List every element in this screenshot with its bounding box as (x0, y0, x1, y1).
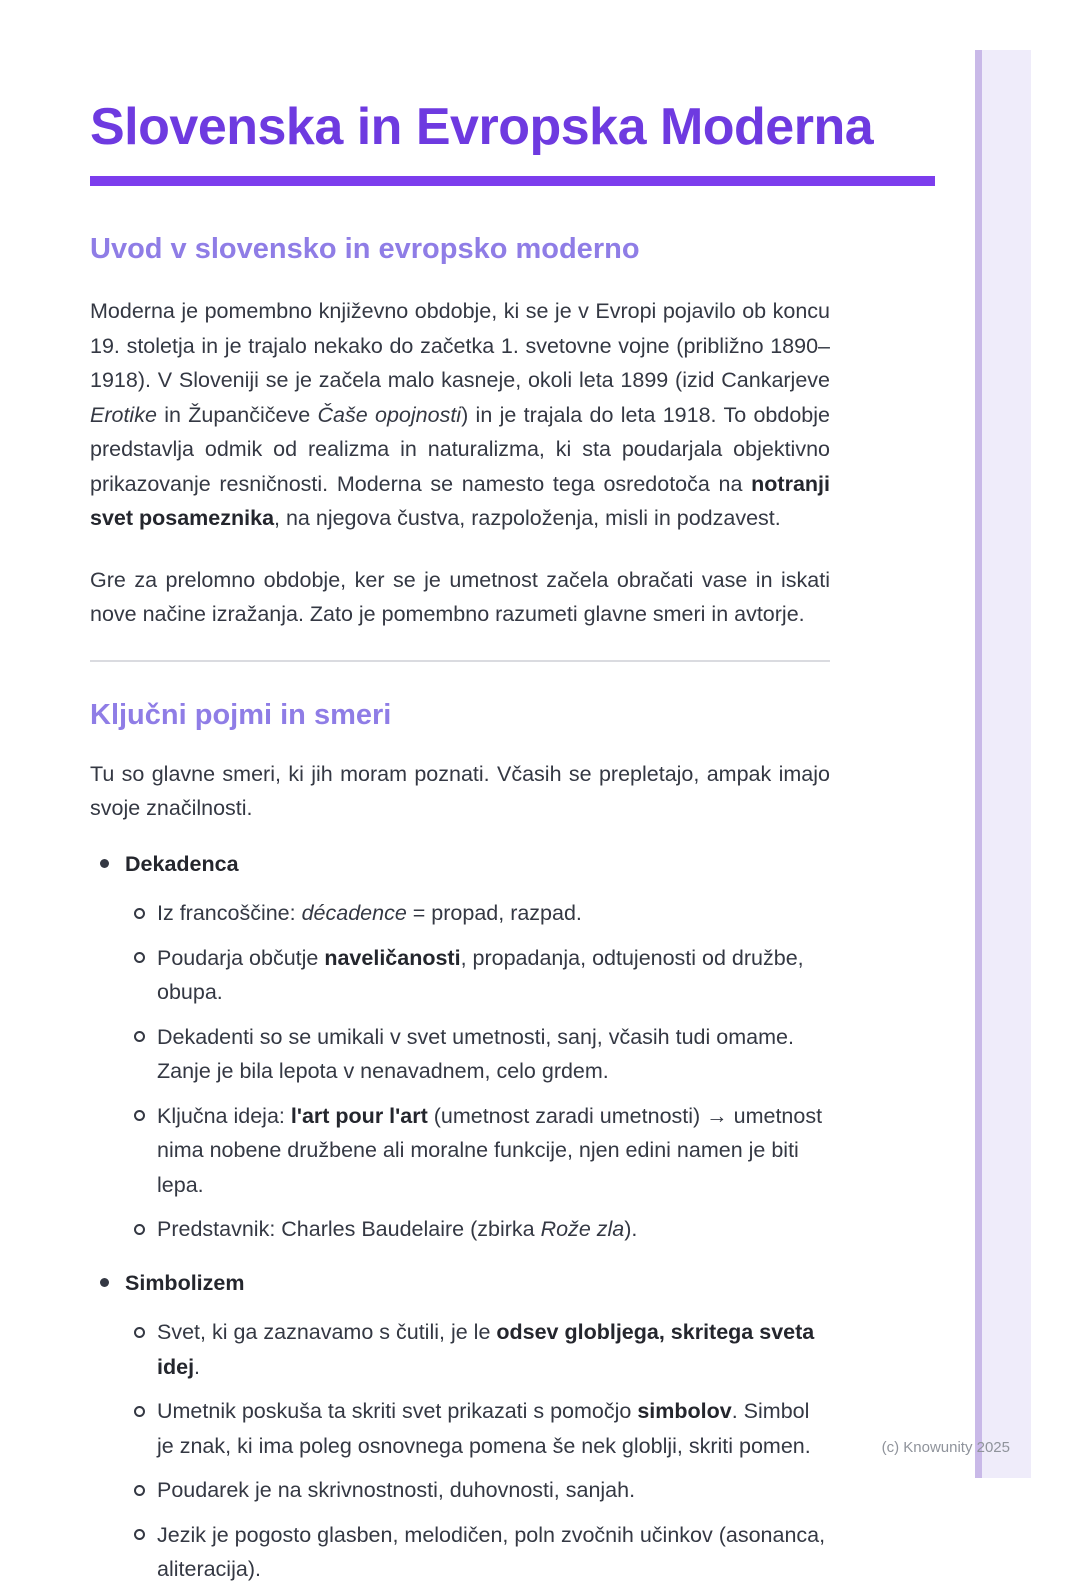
right-margin-stripe (975, 50, 1031, 1478)
section-heading-key-terms: Ključni pojmi in smeri (90, 698, 392, 731)
term-label: Simbolizem (125, 1270, 245, 1295)
sub-list-item: Poudarek je na skrivnostnosti, duhovnosti, sanjah. (125, 1473, 830, 1508)
terms-list (90, 847, 830, 1587)
sub-list-item: Ključna ideja: l'art pour l'art (umetnost zaradi umetnosti) → umetnost nima nobene družbene ali moralne funkcije, njen edini namen je biti lepa. (125, 1099, 830, 1203)
list-item-dekadenca (90, 847, 830, 1247)
document-content (90, 0, 874, 1587)
section-divider (90, 660, 830, 662)
list-item-simbolizem (90, 1266, 830, 1587)
sub-list-item: Poudarja občutje naveličanosti, propadanja, odtujenosti od družbe, obupa. (125, 941, 830, 1010)
sub-list-item: Umetnik poskuša ta skriti svet prikazati s pomočjo simbolov. Simbol je znak, ki ima poleg osnovnega pomena še nek globlji, skriti pomen. (125, 1394, 830, 1463)
title-underline-rule (90, 176, 935, 186)
section-heading-intro: Uvod v slovensko in evropsko moderno (90, 233, 640, 265)
sub-list-item: Predstavnik: Charles Baudelaire (zbirka Rože zla). (125, 1212, 830, 1247)
sub-list-item: Dekadenti so se umikali v svet umetnosti, sanj, včasih tudi omame. Zanje je bila lepota v nenavadnem, celo grdem. (125, 1020, 830, 1089)
paragraph-intro-1: Moderna je pomembno književno obdobje, ki se je v Evropi pojavilo ob koncu 19. stoletja in je trajalo nekako do začetka 1. svetovne vojne (približno 1890–1918). V Sloveniji se je začela malo kasneje, okoli leta 1899 (izid Cankarjeve Erotike in Župančičeve Čaše opojnosti) in je trajala do leta 1918. To obdobje predstavlja odmik od realizma in naturalizma, ki sta poudarjala objektivno prikazovanje resničnosti. Moderna se namesto tega osredotoča na notranji svet posameznika, na njegova čustva, razpoloženja, misli in podzavest. (90, 299, 830, 530)
simbolizem-points-list (125, 1315, 830, 1587)
sub-list-item: Iz francoščine: décadence = propad, razpad. (125, 896, 830, 931)
sub-list-item: Jezik je pogosto glasben, melodičen, poln zvočnih učinkov (asonanca, aliteracija). (125, 1518, 830, 1587)
dekadenca-points-list (125, 896, 830, 1247)
term-label: Dekadenca (125, 851, 239, 876)
page-title: Slovenska in Evropska Moderna (90, 98, 874, 156)
paragraph-key-terms-intro: Tu so glavne smeri, ki jih moram poznati. Včasih se prepletajo, ampak imajo svoje značilnosti. (90, 761, 830, 820)
watermark: (c) Knowunity 2025 (881, 1439, 1010, 1456)
paragraph-intro-2: Gre za prelomno obdobje, ker se je umetnost začela obračati vase in iskati nove načine izražanja. Zato je pomembno razumeti glavne smeri in avtorje. (90, 567, 830, 626)
sub-list-item: Svet, ki ga zaznavamo s čutili, je le odsev globljega, skritega sveta idej. (125, 1315, 830, 1384)
